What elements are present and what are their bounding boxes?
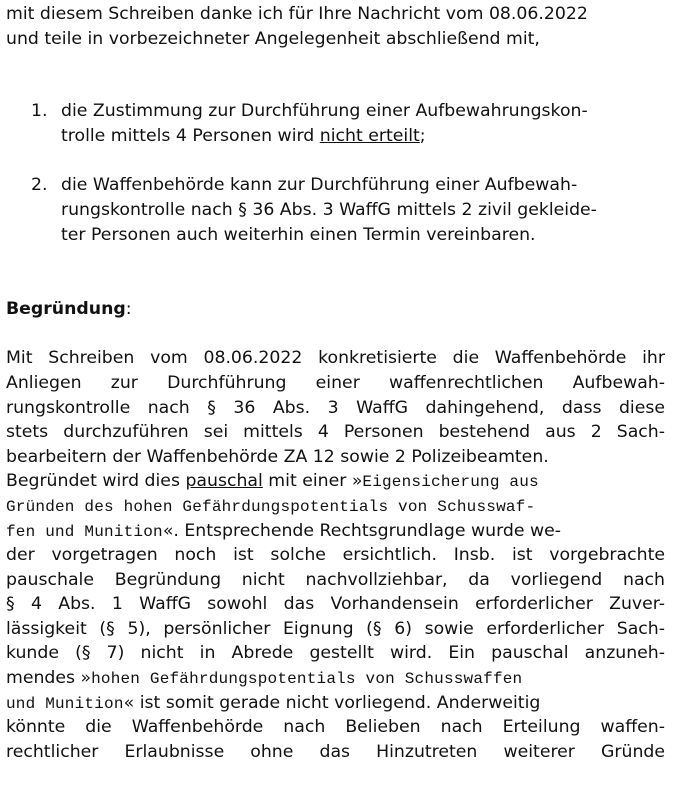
list-item-2-line-2: rungskontrolle nach § 36 Abs. 3 WaffG mittels 2 zivil gekleide- (61, 199, 597, 220)
list-item-2-line-3: ter Personen auch weiterhin einen Termin vereinbaren. (61, 224, 536, 245)
list-item-2-line-1: die Waffenbehörde kann zur Durchführung einer Aufbewah- (61, 175, 578, 196)
quote-mono-4: hohen Gefährdungspotentials von Schusswaffen (91, 670, 523, 689)
body-line-15: und Munition« ist somit gerade nicht vorliegend. Anderweitig (6, 692, 541, 713)
body-line-17: rechtlicher Erlaubnisse ohne das Hinzutreten weiterer Gründe (6, 741, 665, 762)
body-line-3: rungskontrolle nach § 36 Abs. 3 WaffG dahingehend, dass diese (6, 397, 665, 418)
body-line-5: bearbeitern der Waffenbehörde ZA 12 sowie 2 Polizeibeamten. (6, 446, 549, 467)
intro-line-2: und teile in vorbezeichneter Angelegenheit abschließend mit, (6, 28, 540, 49)
list-item-2 (6, 173, 665, 247)
intro-line-1: mit diesem Schreiben danke ich für Ihre Nachricht vom 08.06.2022 (6, 4, 588, 24)
body-line-11: § 4 Abs. 1 WaffG sowohl das Vorhandensein erforderlicher Zuver- (6, 594, 665, 615)
body-line-10: pauschale Begründung nicht nachvollziehbar, da vorliegend nach (6, 569, 665, 590)
list-number-2: 2. (31, 175, 48, 196)
body-line-2: Anliegen zur Durchführung einer waffenrechtlichen Aufbewah- (6, 372, 665, 393)
body-line-16: könnte die Waffenbehörde nach Belieben nach Erteilung waffen- (6, 717, 665, 738)
heading-bold: Begründung (6, 299, 126, 320)
list-number-1: 1. (31, 101, 48, 122)
not-granted-underlined: nicht erteilt (319, 125, 420, 146)
body-line-1: Mit Schreiben vom 08.06.2022 konkretisierte die Waffenbehörde ihr (6, 348, 665, 369)
list-item-1-line-1: die Zustimmung zur Durchführung einer Aufbewahrungskon- (61, 101, 588, 122)
quote-mono-5: und Munition (6, 694, 124, 713)
body-line-6: Begründet wird dies pauschal mit einer »Eigensicherung aus (6, 471, 539, 492)
body-line-9: der vorgetragen noch ist solche ersichtlich. Insb. ist vorgebrachte (6, 545, 665, 566)
body-line-4: stets durchzuführen sei mittels 4 Personen bestehend aus 2 Sach- (6, 422, 665, 443)
pauschal-underlined: pauschal (185, 471, 263, 492)
list-item-1-line-2: trolle mittels 4 Personen wird nicht erteilt; (61, 125, 426, 146)
body-line-13: kunde (§ 7) nicht in Abrede gestellt wird. Ein pauschal anzuneh- (6, 643, 665, 664)
quote-mono-1: Eigensicherung aus (362, 473, 539, 492)
quote-mono-2: Gründen des hohen Gefährdungspotentials von Schusswaf- (6, 497, 536, 516)
section-heading: Begründung: (6, 299, 132, 320)
list-item-1 (6, 99, 665, 148)
document-page (0, 2, 677, 802)
body-line-14: mendes »hohen Gefährdungspotentials von Schusswaffen (6, 668, 523, 689)
body-line-8: fen und Munition«. Entsprechende Rechtsgrundlage wurde we- (6, 520, 562, 541)
quote-mono-3: fen und Munition (6, 522, 163, 541)
body-line-12: lässigkeit (§ 5), persönlicher Eignung (§ 6) sowie erforderlicher Sach- (6, 618, 665, 639)
body-line-7 (6, 494, 665, 519)
